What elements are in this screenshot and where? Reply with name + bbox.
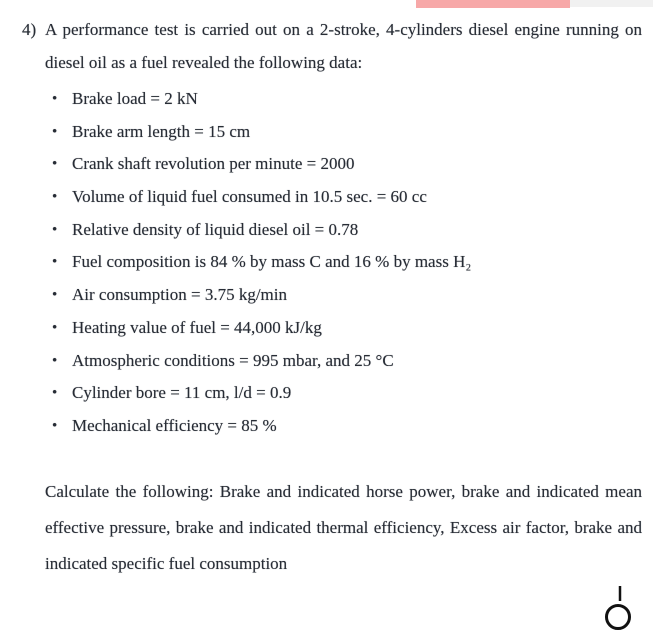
bullet-item bbox=[52, 246, 642, 279]
bullet-text: Atmospheric conditions = 995 mbar, and 25 °C bbox=[72, 350, 394, 370]
bullet-text: Mechanical efficiency = 85 % bbox=[72, 415, 277, 435]
bullet-text: Cylinder bore = 11 cm, l/d = 0.9 bbox=[72, 383, 292, 403]
bullet-item bbox=[52, 410, 642, 443]
bullet-icon: • bbox=[52, 189, 58, 206]
problem-block bbox=[22, 14, 642, 582]
bullet-item bbox=[52, 312, 642, 345]
bullet-text: Relative density of liquid diesel oil = 0.78 bbox=[72, 219, 359, 239]
task-paragraph: Calculate the following: Brake and indicated horse power, brake and indicated mean effective pressure, brake and indicated thermal efficiency, Excess air factor, brake and indicated specific fuel consumption bbox=[45, 481, 642, 573]
bullet-text: Volume of liquid fuel consumed in 10.5 sec. = 60 cc bbox=[72, 187, 427, 207]
problem-intro: A performance test is carried out on a 2-stroke, 4-cylinders diesel engine running on diesel oil as a fuel revealed the following data: bbox=[45, 20, 642, 72]
rotation-handle-icon[interactable] bbox=[600, 582, 640, 632]
problem-number: 4) bbox=[22, 20, 37, 39]
bullet-item bbox=[52, 116, 642, 149]
bullet-item bbox=[52, 148, 642, 181]
pink-highlight-bar bbox=[416, 0, 570, 8]
bullet-item bbox=[52, 345, 642, 378]
bullet-list bbox=[22, 83, 642, 443]
bullet-icon: • bbox=[52, 123, 58, 140]
bullet-icon: • bbox=[52, 254, 58, 271]
bullet-text: Fuel composition is 84 % by mass C and 16 % by mass H₂ bbox=[72, 252, 472, 272]
bullet-icon: • bbox=[52, 352, 58, 369]
bullet-text: Crank shaft revolution per minute = 2000 bbox=[72, 154, 355, 174]
bullet-icon: • bbox=[52, 287, 58, 304]
bullet-icon: • bbox=[52, 385, 58, 402]
bullet-icon: • bbox=[52, 221, 58, 238]
bullet-icon: • bbox=[52, 156, 58, 173]
bullet-icon: • bbox=[52, 417, 58, 434]
bullet-item bbox=[52, 279, 642, 312]
problem-intro-row bbox=[22, 14, 642, 79]
bullet-item bbox=[52, 214, 642, 247]
bullet-item bbox=[52, 377, 642, 410]
bullet-icon: • bbox=[52, 91, 58, 107]
bullet-text: Heating value of fuel = 44,000 kJ/kg bbox=[72, 317, 322, 337]
bullet-text: Brake arm length = 15 cm bbox=[72, 121, 251, 141]
gray-bar bbox=[570, 0, 653, 7]
bullet-text: Brake load = 2 kN bbox=[72, 89, 198, 108]
bullet-icon: • bbox=[52, 319, 58, 336]
bullet-item bbox=[52, 181, 642, 214]
bullet-item bbox=[52, 83, 642, 116]
bullet-text: Air consumption = 3.75 kg/min bbox=[72, 285, 287, 305]
